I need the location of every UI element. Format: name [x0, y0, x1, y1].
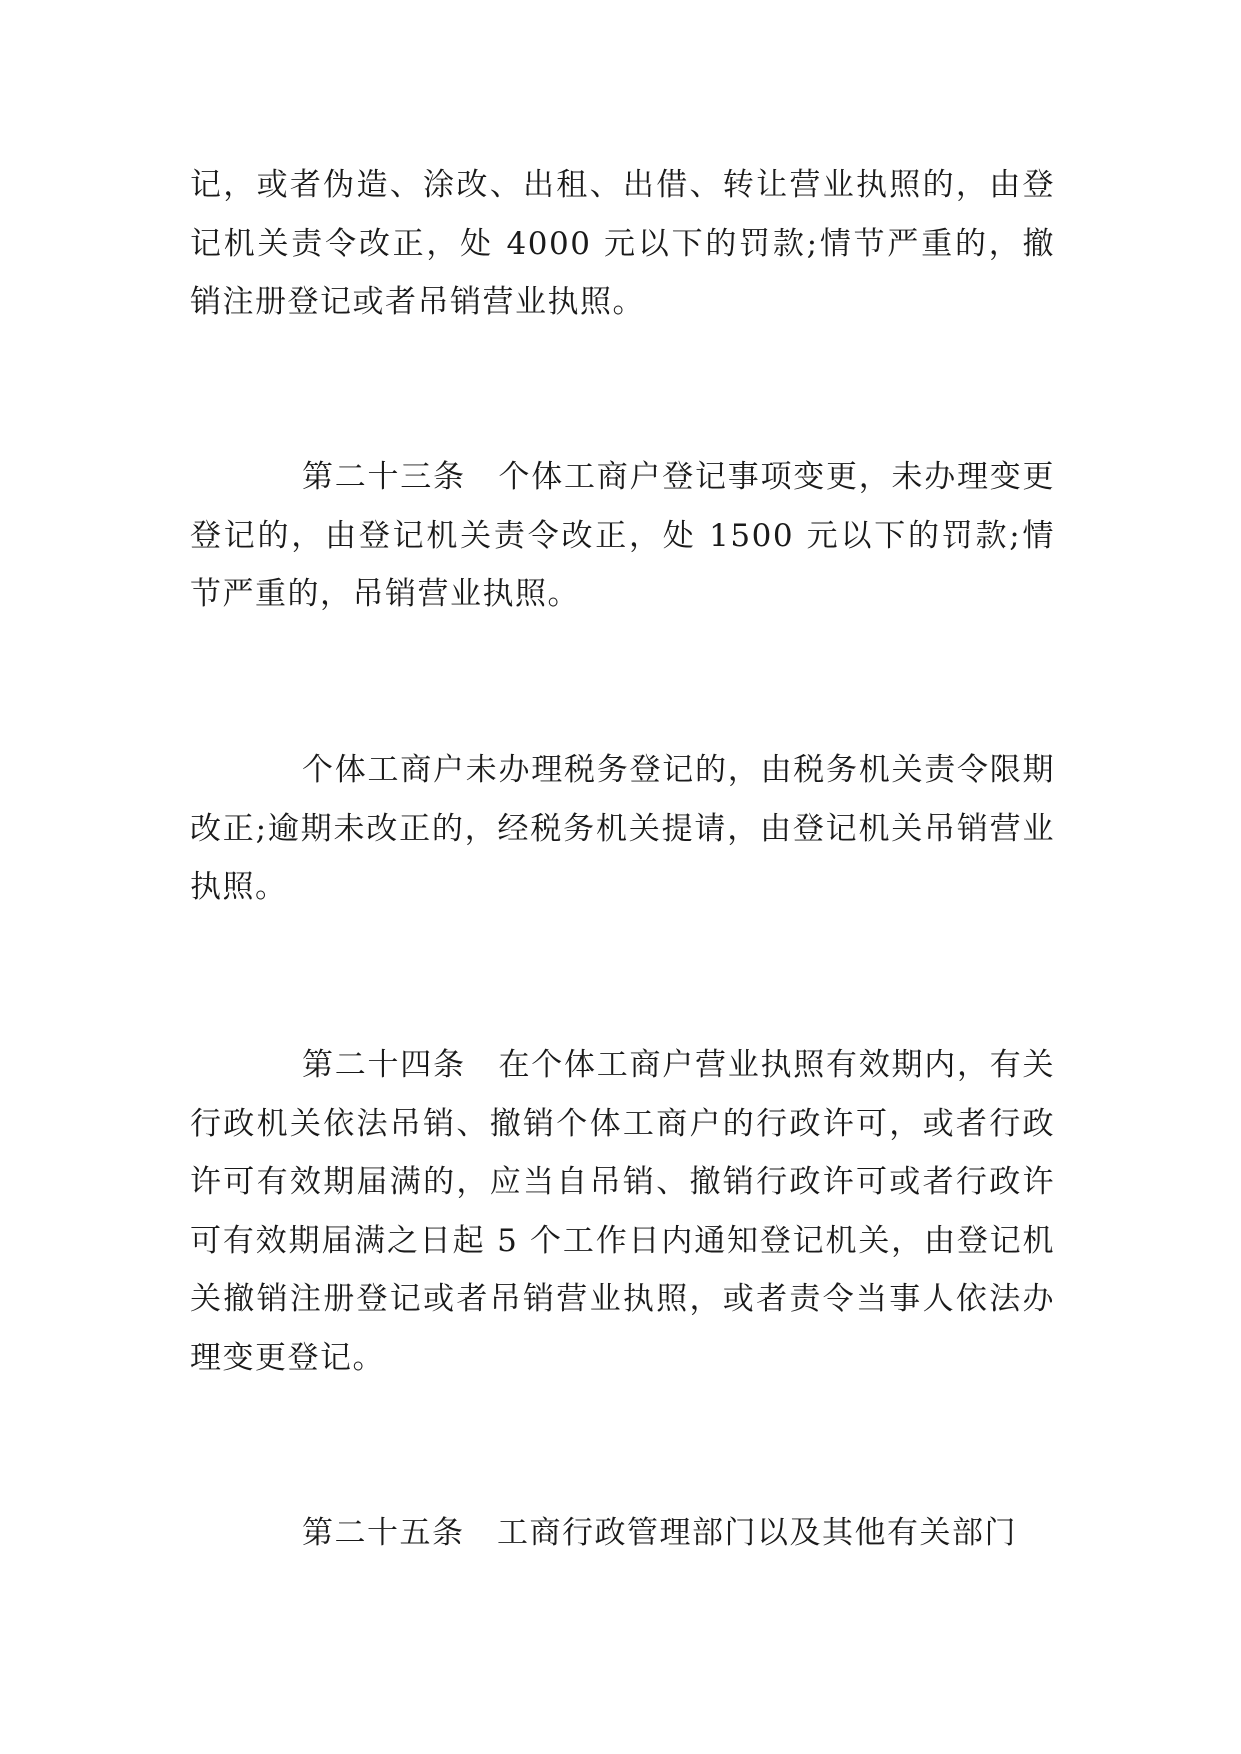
- paragraph-continuation: 记，或者伪造、涂改、出租、出借、转让营业执照的，由登记机关责令改正，处 4000 元以下的罚款;情节严重的，撤销注册登记或者吊销营业执照。: [190, 167, 1055, 320]
- paragraph-article-24: 第二十四条 在个体工商户营业执照有效期内，有关行政机关依法吊销、撤销个体工商户的行政许可，或者行政许可有效期届满的，应当自吊销、撤销行政许可或者行政许可有效期届满之日起 5 个工作日内通知登记机关，由登记机关撤销注册登记或者吊销营业执照，或者责令当事人依法办理变更登记。: [190, 1047, 1055, 1376]
- paragraph-tax-registration: 个体工商户未办理税务登记的，由税务机关责令限期改正;逾期未改正的，经税务机关提请，由登记机关吊销营业执照。: [190, 752, 1055, 905]
- paragraph-article-25: 第二十五条 工商行政管理部门以及其他有关部门: [302, 1515, 1017, 1551]
- paragraph-article-23: 第二十三条 个体工商户登记事项变更，未办理变更登记的，由登记机关责令改正，处 1500 元以下的罚款;情节严重的，吊销营业执照。: [190, 459, 1055, 612]
